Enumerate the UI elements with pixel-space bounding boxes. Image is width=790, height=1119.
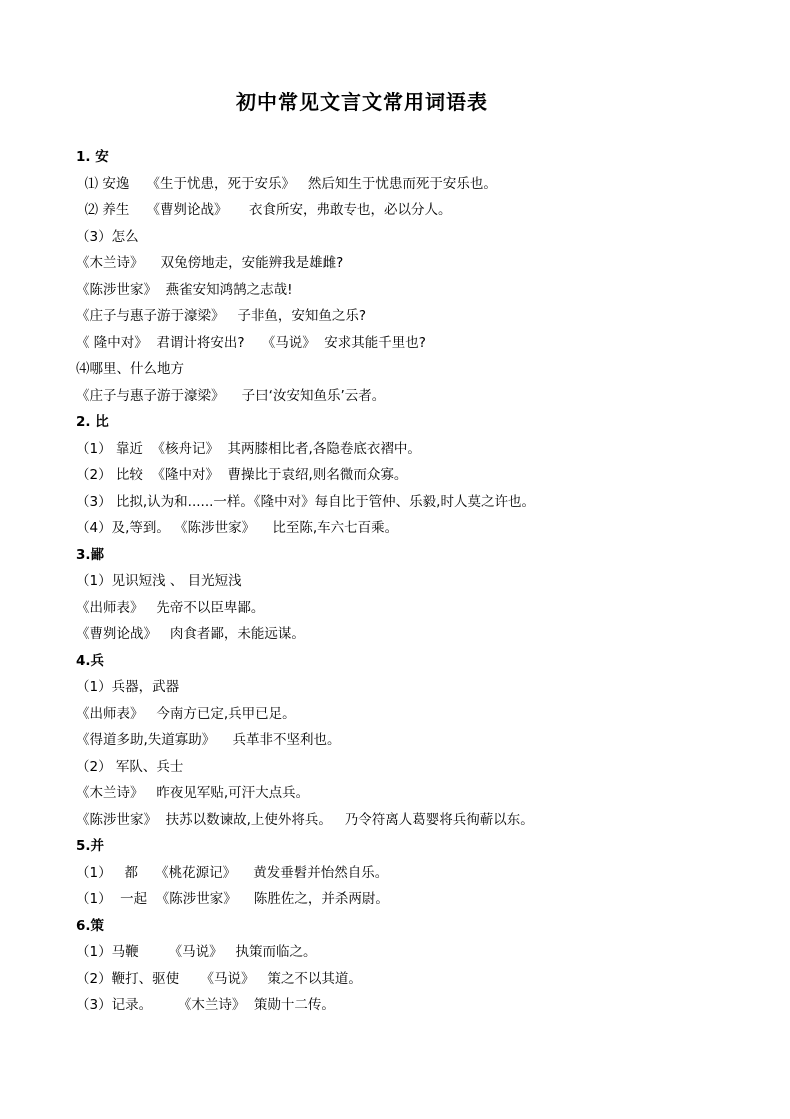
definition-line: 《出师表》 今南方已定,兵甲已足。 (76, 705, 296, 722)
word-heading: 5.并 (76, 838, 105, 854)
word-heading: 2. 比 (76, 414, 109, 430)
definition-line: （1）兵器，武器 (76, 679, 180, 695)
definition-line: （2） 军队、兵士 (76, 758, 184, 775)
definition-line: 《得道多助,失道寡助》 兵革非不坚利也。 (76, 732, 341, 748)
definition-line: 《木兰诗》 双兔傍地走，安能辨我是雄雌? (76, 255, 344, 271)
word-heading: 6.策 (76, 917, 105, 934)
word-heading: 3.鄙 (76, 546, 105, 563)
definition-line: ⑴ 安逸 《生于忧患，死于安乐》 然后知生于忧患而死于安乐也。 (76, 175, 497, 192)
definition-line: （3）记录。 《木兰诗》 策勋十二传。 (76, 997, 335, 1013)
definition-line: （3）怎么 (76, 228, 139, 245)
definition-line: （2）鞭打、驱使 《马说》 策之不以其道。 (76, 970, 362, 987)
definition-line: （1） 靠近 《核舟记》 其两膝相比者,各隐卷底衣褶中。 (76, 440, 421, 457)
definition-line: 《 隆中对》 君谓计将安出? 《马说》 安求其能千里也? (76, 334, 426, 351)
document-body (76, 144, 766, 1019)
definition-line: 《庄子与惠子游于濠梁》 子曰‘汝安知鱼乐’云者。 (76, 387, 386, 404)
definition-line: （2） 比较 《隆中对》 曹操比于袁绍,则名微而众寡。 (76, 467, 408, 483)
definition-line: 《木兰诗》 昨夜见军贴,可汗大点兵。 (76, 785, 310, 801)
definition-line: （1）见识短浅 、 目光短浅 (76, 573, 242, 589)
definition-line: （3） 比拟,认为和......一样。《隆中对》每自比于管仲、乐毅,时人莫之许也。 (76, 493, 535, 510)
definition-line: 《庄子与惠子游于濠梁》 子非鱼，安知鱼之乐? (76, 308, 367, 324)
page-title: 初中常见文言文常用词语表 (236, 90, 488, 114)
definition-line: （1） 都 《桃花源记》 黄发垂髫并怡然自乐。 (76, 864, 389, 881)
definition-line: 《陈涉世家》 燕雀安知鸿鹄之志哉! (76, 281, 293, 298)
definition-line: ⑷哪里、什么地方 (76, 361, 184, 377)
definition-line: 《曹刿论战》 肉食者鄙，未能远谋。 (76, 626, 305, 642)
definition-line: （1） 一起 《陈涉世家》 陈胜佐之，并杀两尉。 (76, 891, 389, 907)
definition-line: 《出师表》 先帝不以臣卑鄙。 (76, 599, 265, 616)
definition-line: （4）及,等到。 《陈涉世家》 比至陈,车六七百乘。 (76, 520, 399, 536)
definition-line: ⑵ 养生 《曹刿论战》 衣食所安，弗敢专也，必以分人。 (76, 202, 452, 218)
definition-line: （1）马鞭 《马说》 执策而临之。 (76, 944, 317, 960)
word-heading: 4.兵 (76, 652, 105, 669)
word-heading: 1. 安 (76, 149, 109, 165)
definition-line: 《陈涉世家》 扶苏以数谏故,上使外将兵。 乃令符离人葛婴将兵徇蕲以东。 (76, 811, 534, 828)
